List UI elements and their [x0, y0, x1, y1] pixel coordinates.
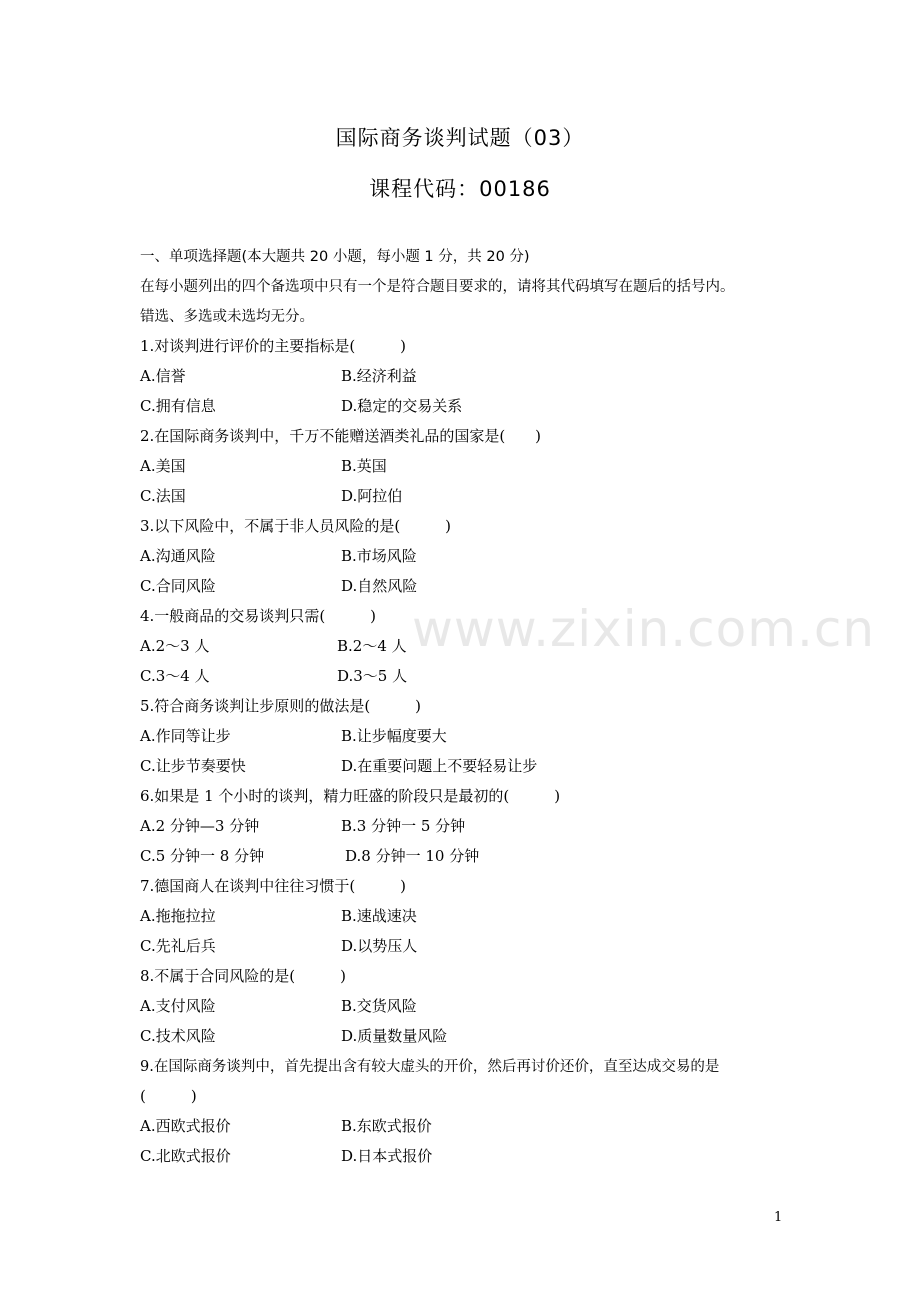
question-8: 8.不属于合同风险的是( ) [140, 967, 347, 985]
watermark-text: www.zixin.com.cn [412, 600, 876, 658]
q1-option-b: B.经济利益 [341, 367, 417, 385]
q5-option-c: C.让步节奏要快 [140, 757, 246, 775]
q8-option-b: B.交货风险 [341, 997, 417, 1015]
q2-option-d: D.阿拉伯 [341, 487, 403, 505]
q3-option-c: C.合同风险 [140, 577, 216, 595]
section-instruction-2: 错选、多选或未选均无分。 [140, 309, 314, 325]
q7-option-b: B.速战速决 [341, 907, 417, 925]
question-9-blank: ( ) [140, 1087, 197, 1105]
q7-option-a: A.拖拖拉拉 [140, 907, 216, 925]
q7-option-c: C.先礼后兵 [140, 937, 216, 955]
q3-option-d: D.自然风险 [341, 577, 418, 595]
question-1: 1.对谈判进行评价的主要指标是( ) [140, 337, 407, 355]
q4-option-a: A.2～3 人 [140, 637, 210, 655]
q5-option-d: D.在重要问题上不要轻易让步 [341, 757, 538, 775]
q3-option-a: A.沟通风险 [140, 547, 216, 565]
q1-option-d: D.稳定的交易关系 [341, 397, 463, 415]
q4-option-c: C.3～4 人 [140, 667, 210, 685]
question-6: 6.如果是 1 个小时的谈判，精力旺盛的阶段只是最初的( ) [140, 787, 561, 805]
q4-option-b: B.2～4 人 [337, 637, 407, 655]
q2-option-a: A.美国 [140, 457, 186, 475]
course-code: 课程代码：00186 [369, 177, 551, 201]
q2-option-b: B.英国 [341, 457, 387, 475]
q4-option-d: D.3～5 人 [337, 667, 408, 685]
q5-option-a: A.作同等让步 [140, 727, 231, 745]
q9-option-a: A.西欧式报价 [140, 1117, 231, 1135]
q1-option-a: A.信誉 [140, 367, 186, 385]
q7-option-d: D.以势压人 [341, 937, 418, 955]
q2-option-c: C.法国 [140, 487, 186, 505]
q9-option-d: D.日本式报价 [341, 1147, 433, 1165]
q5-option-b: B.让步幅度要大 [341, 727, 447, 745]
page-number: 1 [774, 1210, 783, 1225]
q1-option-c: C.拥有信息 [140, 397, 216, 415]
question-4: 4.一般商品的交易谈判只需( ) [140, 607, 377, 625]
question-9: 9.在国际商务谈判中，首先提出含有较大虚头的开价，然后再讨价还价，直至达成交易的是 [140, 1059, 720, 1075]
exam-title: 国际商务谈判试题（03） [335, 126, 585, 150]
q6-option-a: A.2 分钟—3 分钟 [140, 817, 260, 835]
q9-option-c: C.北欧式报价 [140, 1147, 231, 1165]
q8-option-a: A.支付风险 [140, 997, 216, 1015]
q3-option-b: B.市场风险 [341, 547, 417, 565]
q6-option-b: B.3 分钟一 5 分钟 [341, 817, 466, 835]
q8-option-c: C.技术风险 [140, 1027, 216, 1045]
section-heading: 一、单项选择题(本大题共 20 小题，每小题 1 分，共 20 分) [140, 249, 530, 265]
section-instruction-1: 在每小题列出的四个备选项中只有一个是符合题目要求的，请将其代码填写在题后的括号内。 [140, 279, 735, 295]
question-3: 3.以下风险中，不属于非人员风险的是( ) [140, 517, 452, 535]
question-2: 2.在国际商务谈判中，千万不能赠送酒类礼品的国家是( ) [140, 427, 542, 445]
q9-option-b: B.东欧式报价 [341, 1117, 432, 1135]
q6-option-d: D.8 分钟一 10 分钟 [345, 847, 480, 865]
q8-option-d: D.质量数量风险 [341, 1027, 448, 1045]
q6-option-c: C.5 分钟一 8 分钟 [140, 847, 265, 865]
question-7: 7.德国商人在谈判中往往习惯于( ) [140, 877, 407, 895]
question-5: 5.符合商务谈判让步原则的做法是( ) [140, 697, 422, 715]
